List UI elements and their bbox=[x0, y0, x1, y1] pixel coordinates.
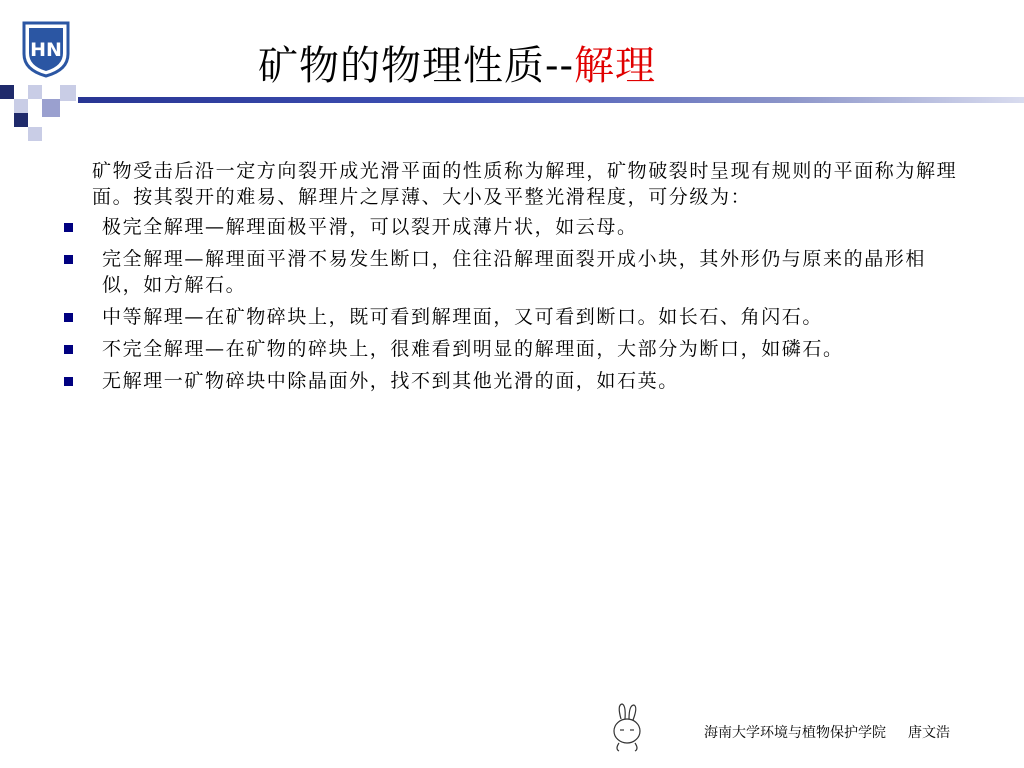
list-item-text: 完全解理—解理面平滑不易发生断口，住往沿解理面裂开成小块，其外形仍与原来的晶形相似，如方解石。 bbox=[102, 248, 927, 296]
list-item bbox=[62, 304, 962, 330]
bullet-list bbox=[62, 214, 962, 394]
slide-body bbox=[62, 158, 962, 400]
list-item-text: 极完全解理—解理面极平滑，可以裂开成薄片状，如云母。 bbox=[102, 216, 638, 238]
footer-author: 唐文浩 bbox=[908, 725, 950, 741]
square-bullet-icon bbox=[64, 223, 73, 232]
title-highlight: 解理 bbox=[574, 43, 657, 89]
list-item bbox=[62, 214, 962, 240]
square-bullet-icon bbox=[64, 255, 73, 264]
footer-institution: 海南大学环境与植物保护学院 bbox=[704, 725, 886, 741]
slide-footer bbox=[704, 723, 950, 743]
svg-text:HN: HN bbox=[30, 39, 62, 61]
square-bullet-icon bbox=[64, 345, 73, 354]
square-bullet-icon bbox=[64, 313, 73, 322]
university-logo bbox=[21, 20, 71, 78]
intro-paragraph: 矿物受击后沿一定方向裂开成光滑平面的性质称为解理，矿物破裂时呈现有规则的平面称为解理面。按其裂开的难易、解理片之厚薄、大小及平整光滑程度，可分级为： bbox=[92, 160, 958, 208]
list-item bbox=[62, 336, 962, 362]
list-item-text: 不完全解理—在矿物的碎块上，很难看到明显的解理面，大部分为断口，如磷石。 bbox=[102, 338, 844, 360]
list-item-text: 无解理一矿物碎块中除晶面外，找不到其他光滑的面，如石英。 bbox=[102, 370, 679, 392]
square-bullet-icon bbox=[64, 377, 73, 386]
list-item-text: 中等解理—在矿物碎块上，既可看到解理面，又可看到断口。如长石、角闪石。 bbox=[102, 306, 824, 328]
title-underline-bar bbox=[78, 97, 1024, 103]
list-item bbox=[62, 246, 962, 298]
rabbit-mascot-icon bbox=[607, 703, 647, 753]
title-main: 矿物的物理性质-- bbox=[258, 43, 575, 89]
slide-title bbox=[258, 38, 656, 94]
list-item bbox=[62, 368, 962, 394]
